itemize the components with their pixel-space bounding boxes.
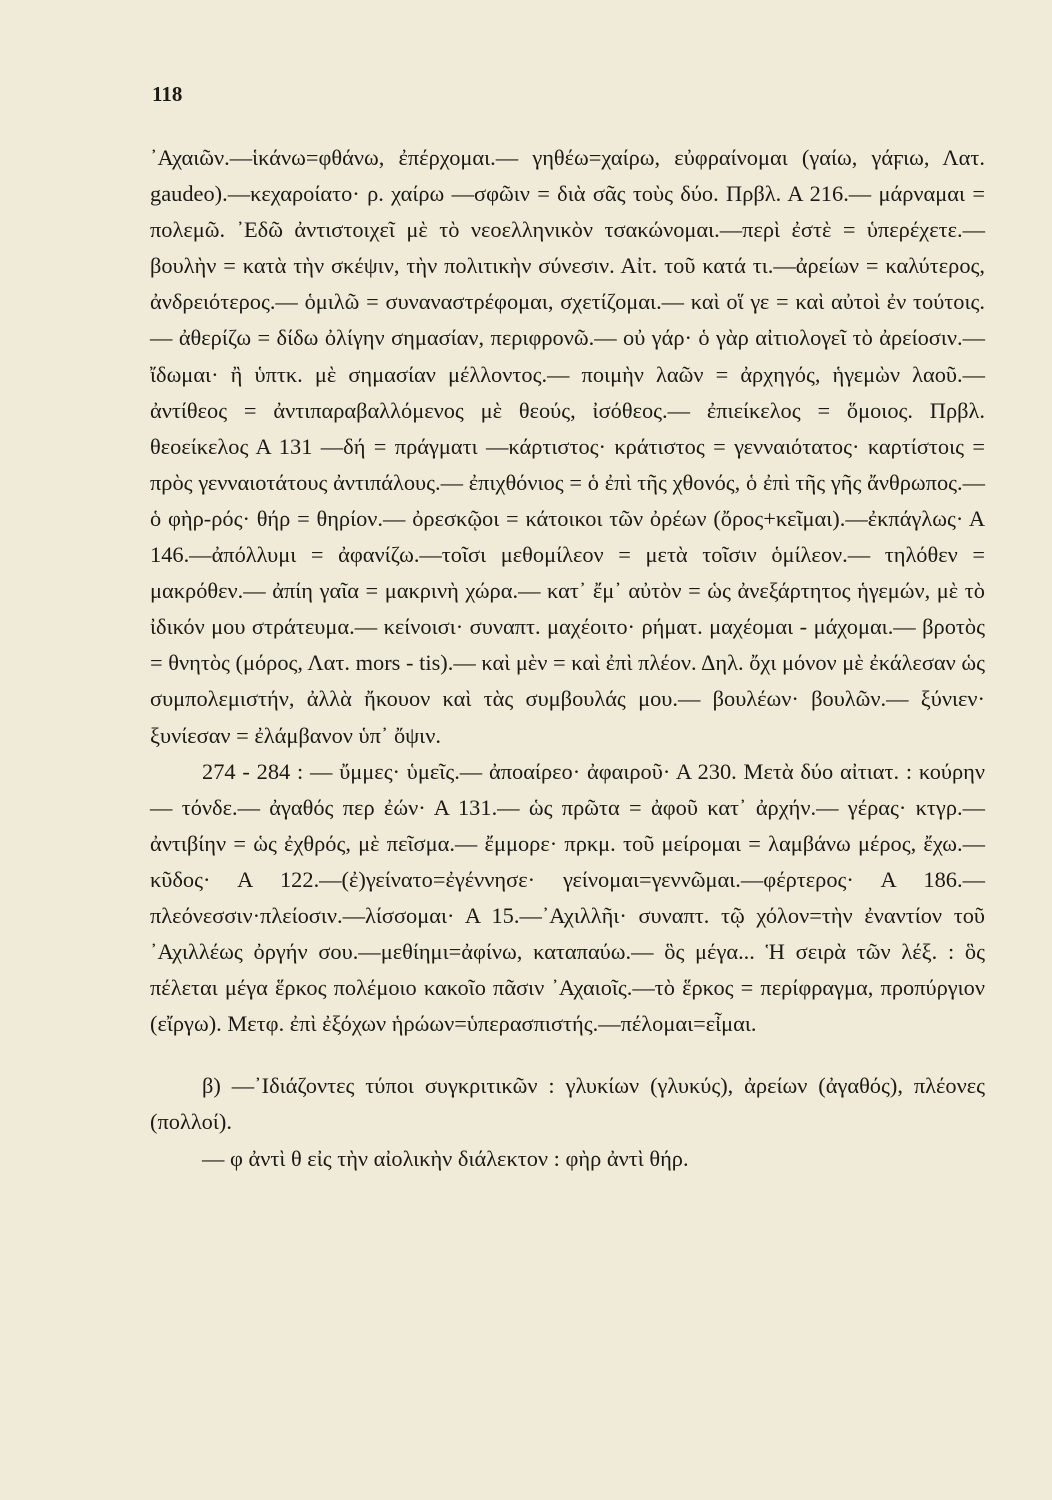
grammar-note-paragraph: — φ ἀντὶ θ εἰς τὴν αἰολικὴν διάλεκτον : φὴρ ἀντὶ θήρ. — [202, 1145, 689, 1171]
commentary-paragraph: ᾽Αχαιῶν.—ἱκάνω=φθάνω, ἐπέρχομαι.— γηθέω=χαίρω, εὐφραίνομαι (γαίω, γάϝιω, Λατ. gaudeo).—κεχαροίατο· ρ. χαίρω —σφῶιν = διὰ σᾶς τοὺς δύο. Πρβλ. Α 216.— μάρναμαι = πολεμῶ. ᾽Εδῶ ἀντιστοιχεῖ μὲ τὸ νεοελληνικὸν τσακώνομαι.—περὶ ἐστὲ = ὑπερέχετε.—βουλὴν = κατὰ τὴν σκέψιν, τὴν πολιτικὴν σύνεσιν. Αἰτ. τοῦ κατά τι.—ἀρείων = καλύτερος, ἀνδρειότερος.— ὁμιλῶ = συναναστρέφομαι, σχετίζομαι.— καὶ οἵ γε = καὶ αὐτοὶ ἐν τούτοις.— ἀθερίζω = δίδω ὀλίγην σημασίαν, περιφρονῶ.— οὐ γάρ· ὁ γὰρ αἰτιολογεῖ τὸ ἀρείοσιν.— ἴδωμαι· ἢ ὑπτκ. μὲ σημασίαν μέλλοντος.— ποιμὴν λαῶν = ἀρχηγός, ἡγεμὼν λαοῦ.— ἀντίθεος = ἀντιπαραβαλλόμενος μὲ θεούς, ἰσόθεος.— ἐπιείκελος = ὅμοιος. Πρβλ. θεοείκελος Α 131 —δή = πράγματι —κάρτιστος· κράτιστος = γενναιότατος· καρτίστοις = πρὸς γενναιοτάτους ἀντιπάλους.— ἐπιχθόνιος = ὁ ἐπὶ τῆς χθονός, ὁ ἐπὶ τῆς γῆς ἄνθρωπος.— ὁ φὴρ-ρός· θήρ = θηρίον.— ὀρεσκῷοι = κάτοικοι τῶν ὀρέων (ὄρος+κεῖμαι).—ἐκπάγλως· Α 146.—ἀπόλλυμι = ἀφανίζω.—τοῖσι μεθομίλεον = μετὰ τοῖσιν ὁμίλεον.— τηλόθεν = μακρόθεν.— ἀπίη γαῖα = μακρινὴ χώρα.— κατ᾽ ἔμ᾽ αὐτὸν = ὡς ἀνεξάρτητος ἡγεμών, μὲ τὸ ἰδικόν μου στράτευμα.— κείνοισι· συναπτ. μαχέοιτο· ρήματ. μαχέομαι - μάχομαι.— βροτὸς = θνητὸς (μόρος, Λατ. mors - tis).— καὶ μὲν = καὶ ἐπὶ πλέον. Δηλ. ὄχι μόνον μὲ ἐκάλεσαν ὡς συμπολεμιστήν, ἀλλὰ ἤκουον καὶ τὰς συμβουλάς μου.— βουλέων· βουλῶν.— ξύνιεν· ξυνίεσαν = ἐλάμβανον ὑπ᾽ ὄψιν. — [150, 145, 985, 748]
commentary-paragraph: 274 - 284 : — ὔμμες· ὑμεῖς.— ἀποαίρεο· ἀφαιροῦ· Α 230. Μετὰ δύο αἰτιατ. : κούρην — τόνδε.— ἀγαθός περ ἐών· Α 131.— ὡς πρῶτα = ἀφοῦ κατ᾽ ἀρχήν.— γέρας· κτγρ.— ἀντιβίην = ὡς ἐχθρός, μὲ πεῖσμα.— ἔμμορε· πρκμ. τοῦ μείρομαι = λαμβάνω μέρος, ἔχω.— κῦδος· Α 122.—(ἐ)γείνατο=ἐγέννησε· γείνομαι=γεννῶμαι.—φέρτερος· Α 186.—πλεόνεσσιν·πλείοσιν.—λίσσομαι· Α 15.—᾽Αχιλλῆι· συναπτ. τῷ χόλον=τὴν ἐναντίον τοῦ ᾽Αχιλλέως ὀργήν σου.—μεθίημι=ἀφίνω, καταπαύω.— ὃς μέγα... Ἡ σειρὰ τῶν λέξ. : ὃς πέλεται μέγα ἕρκος πολέμοιο κακοῖο πᾶσιν ᾽Αχαιοῖς.—τὸ ἕρκος = περίφραγμα, προπύργιον (εἴργω). Μετφ. ἐπὶ ἐξόχων ἡρώων=ὑπερασπιστής.—πέλομαι=εἶμαι. — [150, 758, 985, 1037]
page-number: 118 — [152, 82, 183, 106]
commentary-text — [150, 140, 985, 1177]
grammar-note-paragraph: β) —᾽Ιδιάζοντες τύποι συγκριτικῶν : γλυκίων (γλυκύς), ἀρείων (ἀγαθός), πλέονες (πολλοί). — [150, 1073, 985, 1135]
